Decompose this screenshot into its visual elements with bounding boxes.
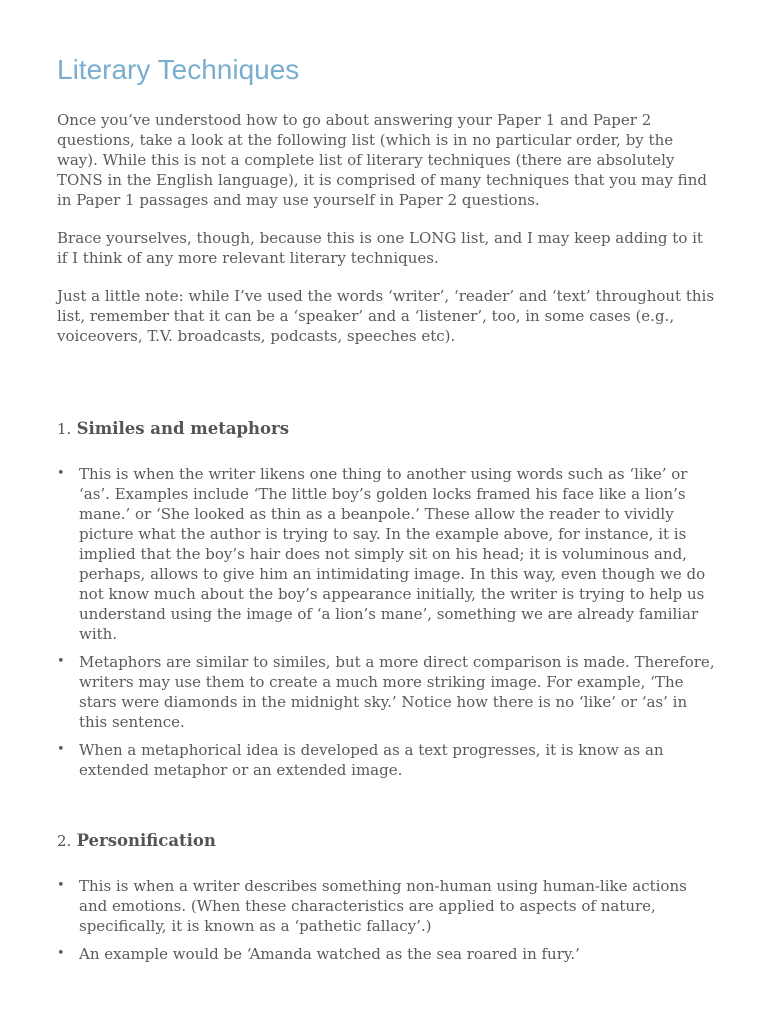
section-number: 1. <box>57 420 72 438</box>
bullet-icon: • <box>57 466 65 481</box>
list-item <box>57 876 718 936</box>
bullet-icon: • <box>57 654 65 669</box>
bullet-icon: • <box>57 946 65 961</box>
bullet-list <box>57 876 718 964</box>
list-item <box>57 464 718 644</box>
bullet-list <box>57 464 718 780</box>
list-item <box>57 740 718 780</box>
list-item-text: When a metaphorical idea is developed as a text progresses, it is know as an extended metaphor or an extended image. <box>79 741 664 779</box>
section-personification <box>57 830 718 964</box>
section-title: Similes and metaphors <box>76 419 290 438</box>
list-item-text: Metaphors are similar to similes, but a more direct comparison is made. Therefore, writers may use them to create a much more striking image. For example, ‘The stars were diamonds in the midnight sky.’ Notice how there is no ‘like’ or ‘as’ in this sentence. <box>79 653 715 731</box>
page-title: Literary Techniques <box>57 54 300 85</box>
list-item-text: This is when the writer likens one thing to another using words such as ‘like’ or ‘as’. Examples include ‘The little boy’s golden locks framed his face like a lion’s mane.’ or ‘She looked as thin as a beanpole.’ These allow the reader to vividly picture what the author is trying to say. In the example above, for instance, it is implied that the boy’s hair does not simply sit on his head; it is voluminous and, perhaps, allows to give him an intimidating image. In this way, even though we do not know much about the boy’s appearance initially, the writer is trying to help us understand using the image of ‘a lion’s mane’, something we are already familiar with. <box>79 465 706 643</box>
bullet-icon: • <box>57 878 65 893</box>
list-item-text: This is when a writer describes something non-human using human-like actions and emotions. (When these characteristics are applied to aspects of nature, specifically, it is known as a ‘pathetic fallacy’.) <box>79 877 687 935</box>
intro-paragraph: Brace yourselves, though, because this is one LONG list, and I may keep adding to it if I think of any more relevant literary techniques. <box>57 229 703 267</box>
section-heading <box>57 418 718 440</box>
list-item-text: An example would be ‘Amanda watched as the sea roared in fury.’ <box>79 945 580 963</box>
list-item <box>57 944 718 964</box>
intro-paragraph: Once you’ve understood how to go about answering your Paper 1 and Paper 2 questions, take a look at the following list (which is in no particular order, by the way). While this is not a complete list of literary techniques (there are absolutely TONS in the English language), it is comprised of many techniques that you may find in Paper 1 passages and may use yourself in Paper 2 questions. <box>57 111 707 209</box>
intro-paragraph: Just a little note: while I’ve used the words ‘writer’, ‘reader’ and ‘text’ throughout this list, remember that it can be a ‘speaker’ and a ‘listener’, too, in some cases (e.g., voiceovers, T.V. broadcasts, podcasts, speeches etc). <box>57 287 715 345</box>
bullet-icon: • <box>57 742 65 757</box>
section-number: 2. <box>57 832 72 850</box>
section-heading <box>57 830 718 852</box>
section-title: Personification <box>76 831 216 850</box>
section-similes-metaphors <box>57 418 718 780</box>
list-item <box>57 652 718 732</box>
